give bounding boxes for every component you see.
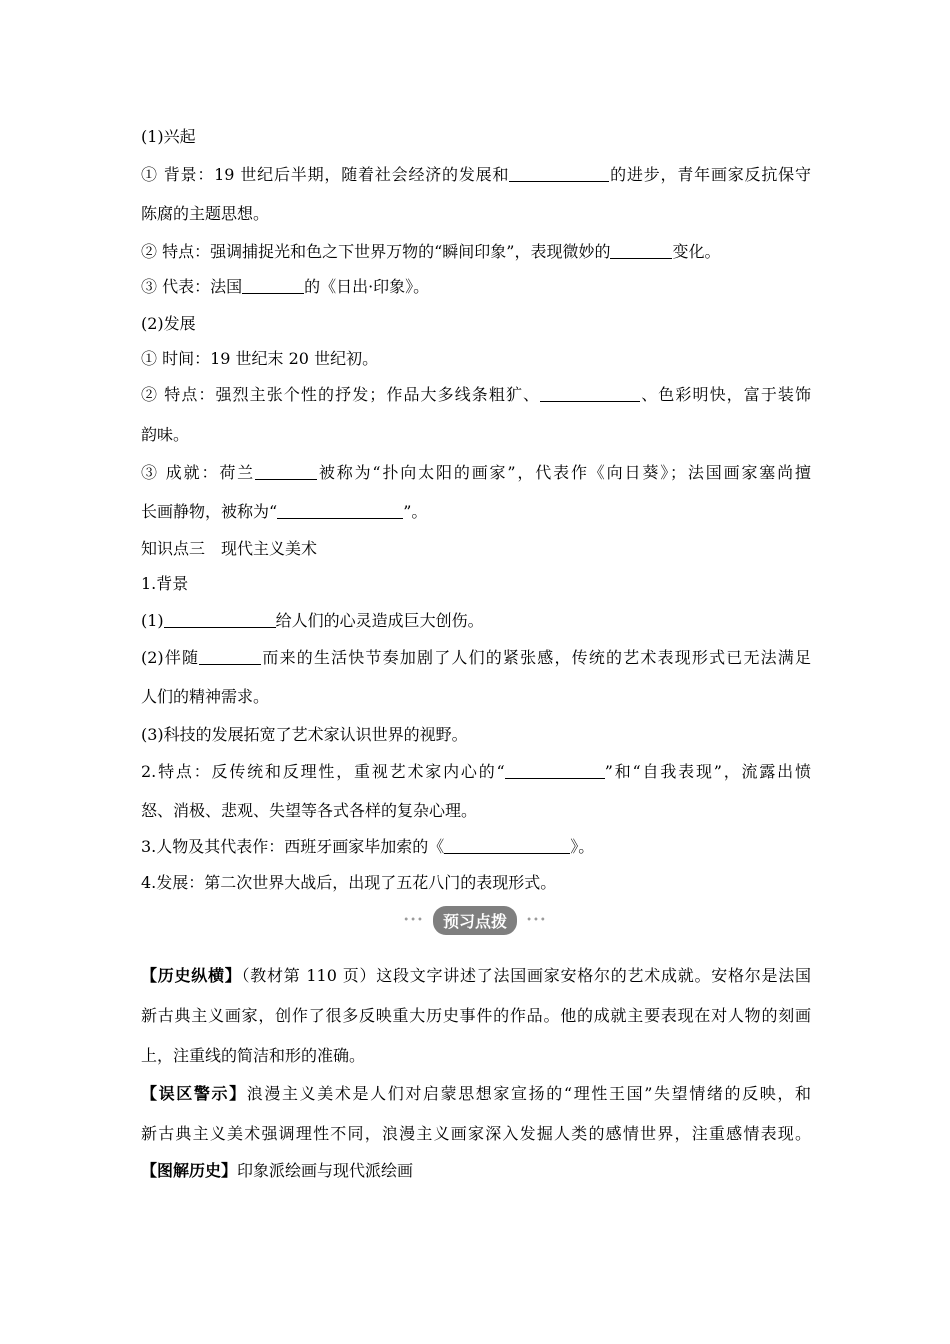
text-line xyxy=(141,801,811,821)
text-line xyxy=(141,873,811,893)
text-line xyxy=(141,611,811,631)
text-segment: 而来的生活快节奏加剧了人们的紧张感，传统的艺术表现形式已无法满足 xyxy=(261,648,811,667)
text-line xyxy=(141,687,811,707)
fill-blank[interactable] xyxy=(444,839,570,854)
text-segment: 印象派绘画与现代派绘画 xyxy=(237,1161,414,1180)
note-tag-history: 【历史纵横】 xyxy=(141,966,242,985)
text-segment: 新古典主义画家，创作了很多反映重大历史事件的作品。他的成就主要表现在对人物的刻画 xyxy=(141,1006,811,1025)
knowledge-point-heading: 知识点三 现代主义美术 xyxy=(141,539,318,558)
text-segment: 、色彩明快，富于装饰 xyxy=(640,385,811,404)
note-history-line xyxy=(141,966,811,986)
decorative-dots-left: ••• xyxy=(403,915,424,926)
note-history-line xyxy=(141,1006,811,1026)
text-segment: 给人们的心灵造成巨大创伤。 xyxy=(275,611,484,630)
fill-blank[interactable] xyxy=(277,504,403,519)
text-line xyxy=(141,277,811,297)
subheading-background: 1.背景 xyxy=(141,574,189,593)
text-line xyxy=(141,127,811,147)
text-segment: 》。 xyxy=(570,837,595,856)
text-line xyxy=(141,837,811,857)
note-tag-misconception: 【误区警示】 xyxy=(141,1084,247,1103)
text-line xyxy=(141,463,811,483)
fill-blank[interactable] xyxy=(540,387,640,402)
fill-blank[interactable] xyxy=(610,244,672,259)
text-segment: ② 特点：强烈主张个性的抒发；作品大多线条粗犷、 xyxy=(141,385,541,404)
text-segment: 浪漫主义美术是人们对启蒙思想家宣扬的“理性王国”失望情绪的反映，和 xyxy=(246,1084,811,1103)
text-line xyxy=(141,314,811,334)
fill-blank[interactable] xyxy=(255,465,317,480)
decorative-dots-right: ••• xyxy=(526,915,547,926)
section-heading-rise: (1)兴起 xyxy=(141,127,196,146)
text-line xyxy=(141,574,811,594)
text-line xyxy=(141,349,811,369)
text-line xyxy=(141,165,811,185)
text-segment: 陈腐的主题思想。 xyxy=(141,204,270,223)
text-segment: ② 特点：强调捕捉光和色之下世界万物的“瞬间印象”，表现微妙的 xyxy=(141,242,611,261)
fill-blank[interactable] xyxy=(242,279,304,294)
note-misconception-line xyxy=(141,1124,811,1144)
text-segment: ③ 代表：法国 xyxy=(141,277,243,296)
banner-label: 预习点拨 xyxy=(433,906,517,935)
fill-blank[interactable] xyxy=(199,650,261,665)
text-segment: ”和“自我表现”，流露出愤 xyxy=(604,762,811,781)
text-segment: ③ 成就：荷兰 xyxy=(141,463,256,482)
fill-blank[interactable] xyxy=(505,764,605,779)
text-segment: ”。 xyxy=(403,502,428,521)
text-segment: 上，注重线的简洁和形的准确。 xyxy=(141,1046,366,1065)
text-segment: 3.人物及其代表作：西班牙画家毕加索的《 xyxy=(141,837,445,856)
text-segment: 2.特点：反传统和反理性，重视艺术家内心的“ xyxy=(141,762,505,781)
text-segment: (1) xyxy=(141,611,164,630)
note-misconception-line xyxy=(141,1084,811,1104)
text-segment: 新古典主义美术强调理性不同，浪漫主义画家深入发掘人类的感情世界，注重感情表现。 xyxy=(141,1124,811,1143)
text-line xyxy=(141,539,811,559)
text-line xyxy=(141,502,811,522)
note-diagram-line xyxy=(141,1161,811,1181)
text-segment: 4.发展：第二次世界大战后，出现了五花八门的表现形式。 xyxy=(141,873,557,892)
section-heading-develop: (2)发展 xyxy=(141,314,196,333)
text-segment: 长画静物，被称为“ xyxy=(141,502,278,521)
text-segment: (3)科技的发展拓宽了艺术家认识世界的视野。 xyxy=(141,725,468,744)
text-segment: (2)伴随 xyxy=(141,648,200,667)
text-line xyxy=(141,648,811,668)
text-segment: 变化。 xyxy=(672,242,721,261)
text-segment: 韵味。 xyxy=(141,425,190,444)
preview-tips-banner xyxy=(0,906,950,932)
fill-blank[interactable] xyxy=(509,167,609,182)
text-line xyxy=(141,762,811,782)
text-line xyxy=(141,204,811,224)
text-line xyxy=(141,242,811,262)
text-line xyxy=(141,425,811,445)
text-segment: ① 时间：19 世纪末 20 世纪初。 xyxy=(141,349,379,368)
text-segment: 被称为“扑向太阳的画家”，代表作《向日葵》；法国画家塞尚擅 xyxy=(317,463,811,482)
note-tag-diagram: 【图解历史】 xyxy=(141,1161,238,1180)
text-segment: （教材第 110 页）这段文字讲述了法国画家安格尔的艺术成就。安格尔是法国 xyxy=(241,966,811,985)
text-segment: 的进步，青年画家反抗保守 xyxy=(609,165,811,184)
text-segment: ① 背景：19 世纪后半期，随着社会经济的发展和 xyxy=(141,165,510,184)
note-history-line xyxy=(141,1046,811,1066)
text-segment: 的《日出·印象》。 xyxy=(304,277,430,296)
text-segment: 怒、消极、悲观、失望等各式各样的复杂心理。 xyxy=(141,801,478,820)
text-line xyxy=(141,725,811,745)
fill-blank[interactable] xyxy=(164,613,276,628)
text-segment: 人们的精神需求。 xyxy=(141,687,270,706)
text-line xyxy=(141,385,811,405)
